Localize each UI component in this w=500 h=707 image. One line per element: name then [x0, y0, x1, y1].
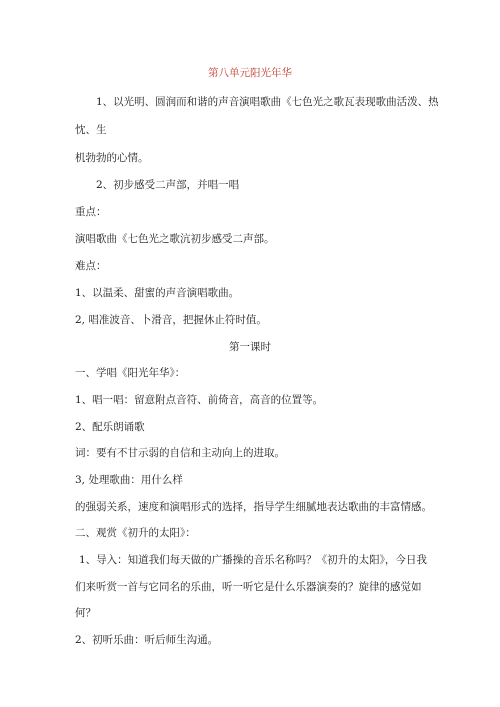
- section-1-step-3-line-2: 的强弱关系，速度和演唱形式的选择，指导学生细腻地表达歌曲的丰富情感。: [75, 501, 432, 513]
- section-1-step-2-line-1: 2、配乐朗诵歌: [75, 421, 145, 433]
- objective-1-line-2: 忱、生: [75, 124, 107, 136]
- difficulty-1: 1、以温柔、甜蜜的声音演唱歌曲。: [75, 287, 240, 299]
- difficulties-heading: 难点：: [75, 260, 107, 272]
- section-1-step-1: 1、唱一唱：留意附点音符、前倚音，高音的位置等。: [75, 394, 324, 406]
- key-points-heading: 重点：: [75, 206, 107, 218]
- document-title: 第八单元阳光年华: [208, 67, 292, 79]
- section-1-step-3-line-1: 3, 处理歌曲：用什么样: [75, 474, 183, 486]
- key-points-text: 演唱歌曲《七色光之歌沆初步感受二声部。: [75, 233, 275, 245]
- difficulty-2: 2, 唱准波音、卜滑音，把握休止符时值。: [75, 314, 267, 326]
- section-2-heading: 二、观赏《初升的太阳》：: [75, 527, 196, 539]
- lesson-heading: 第一课时: [229, 341, 271, 353]
- section-2-step-1-line-1: 1、导入：知道我们每天做的广播操的音乐名称吗？《初升的太阳》，今日我: [79, 554, 427, 566]
- objective-1-line-1: 1、以光明、圆润而和谐的声音演唱歌曲《七色光之歌瓦表现歌曲活泼、热: [96, 96, 439, 108]
- section-2-step-2: 2、初听乐曲：听后师生沟通。: [75, 634, 219, 646]
- objective-2: 2、初步感受二声部，并唱一唱: [96, 179, 240, 191]
- section-1-heading: 一、学唱《阳光年华》：: [75, 367, 186, 379]
- section-1-step-2-line-2: 词：要有不甘示弱的自信和主动向上的进取。: [75, 447, 285, 459]
- section-2-step-1-line-3: 何？: [75, 607, 96, 619]
- section-2-step-1-line-2: 们来听赏一首与它同名的乐曲，听一听它是什么乐器演奏的？旋律的感觉如: [75, 581, 422, 593]
- objective-1-line-3: 机勃勃的心情。: [75, 152, 149, 164]
